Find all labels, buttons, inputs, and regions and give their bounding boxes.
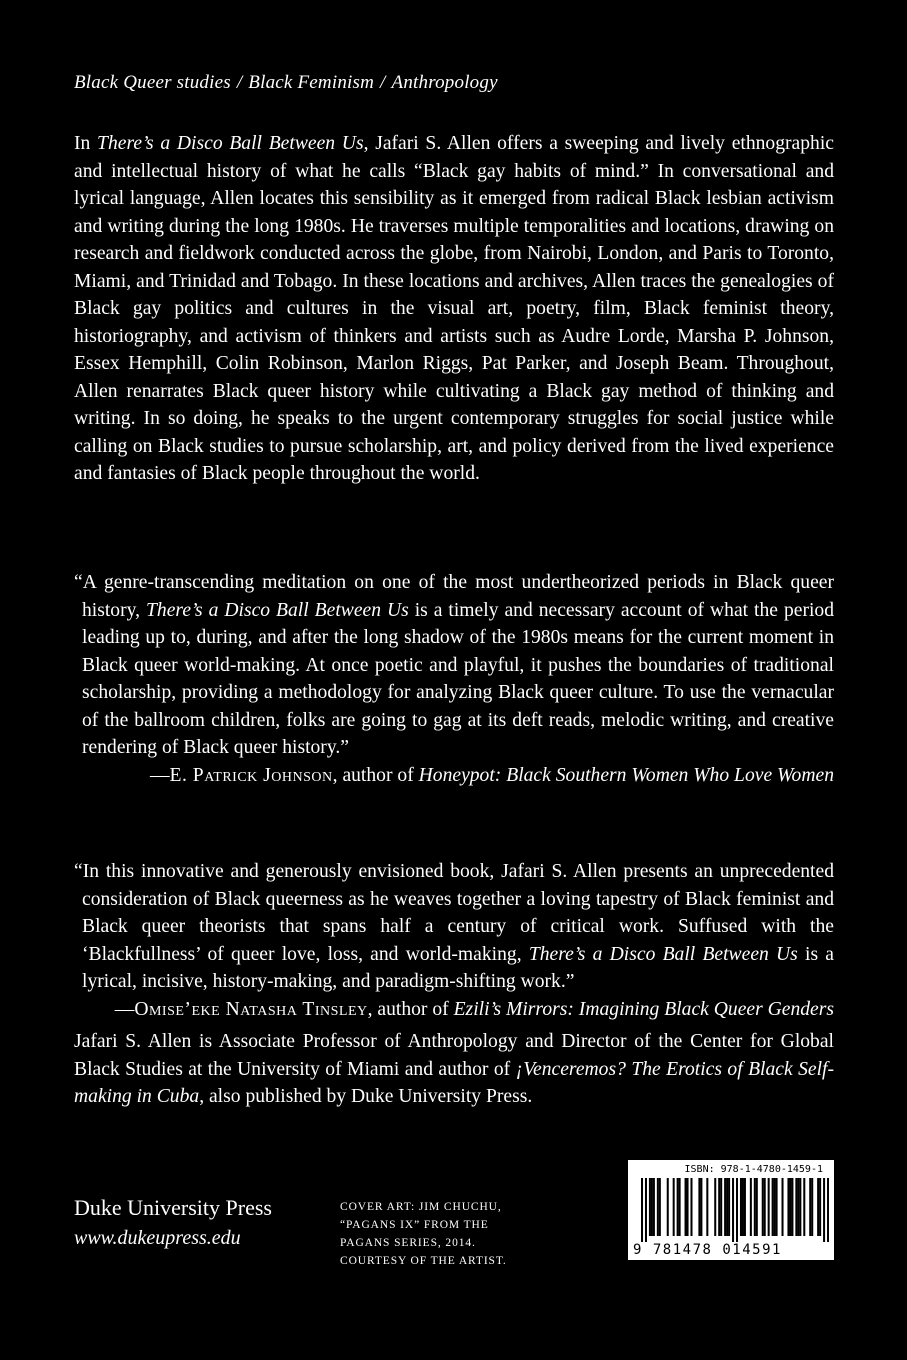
category-separator: / (380, 72, 386, 93)
barcode-bar (799, 1178, 801, 1236)
category-label: Black Feminism (248, 72, 375, 93)
barcode-bar (754, 1178, 756, 1236)
quote-text: is a timely and necessary account of what the period leading up to, during, and after the long shadow of the 1980s means for the current moment in Black queer world-making. At once poetic and playful, it pushes the boundaries of traditional scholarship, providing a methodology for analyzing Black queer culture. To use the vernacular of the ballroom children, folks are going to gag at its deft reads, melodic writing, and creative rendering of Black queer history.” (82, 599, 835, 758)
barcode-bar (732, 1178, 734, 1242)
subject-categories (74, 72, 498, 94)
barcode-bar (673, 1178, 675, 1236)
barcode-bar (720, 1178, 722, 1236)
book-title: There’s a Disco Ball Between Us (528, 943, 798, 965)
quote-attribution: —Omise’eke Natasha Tinsley, author of Ezili’s Mirrors: Imagining Black Queer Genders (114, 998, 834, 1020)
barcode-bar (714, 1178, 716, 1236)
author-book-title: Ezili’s Mirrors: Imagining Black Queer Genders (453, 998, 834, 1020)
barcode-bar (768, 1178, 770, 1236)
publisher-url: www.dukeupress.edu (74, 1227, 241, 1249)
barcode-bar (685, 1178, 687, 1236)
barcode-bar (772, 1178, 774, 1236)
barcode-bar (744, 1178, 746, 1236)
barcode-bar (795, 1178, 797, 1236)
barcode-bar (698, 1178, 700, 1236)
publisher-info (74, 1193, 272, 1253)
praise-quote (74, 858, 834, 1023)
barcode-bar (653, 1178, 655, 1236)
category-label: Anthropology (391, 72, 498, 93)
barcode-bar (811, 1178, 813, 1236)
barcode-bar (659, 1178, 661, 1236)
book-title: There’s a Disco Ball Between Us (146, 599, 409, 621)
barcode-bars (633, 1178, 829, 1242)
barcode-bar (827, 1178, 829, 1242)
barcode-bar (651, 1178, 653, 1236)
barcode-bar (809, 1178, 811, 1236)
bio-text: Jafari S. Allen is Associate Professor of Anthropology and Director of the Center for Global Black Studies at the University of Miami and author of (74, 1031, 834, 1080)
category-label: Black Queer studies (74, 72, 231, 93)
barcode-bar (649, 1178, 651, 1236)
description-body: , Jafari S. Allen offers a sweeping and lively ethnographic and intellectual history of what he calls “Black gay habits of mind.” In conversational and lyrical language, Allen locates this sensibility as it emerged from radical Black lesbian activism and writing during the long 1980s. He traverses multiple temporalities and locations, drawing on research and fieldwork conducted across the globe, from Nairobi, London, and Paris to Toronto, Miami, and Trinidad and Tobago. In these locations and archives, Allen traces the genealogies of Black gay politics and cultures in the visual art, poetry, film, Black feminist theory, historiography, and activism of thinkers and artists such as Audre Lorde, Marsha P. Johnson, Essex Hemphill, Colin Robinson, Marlon Riggs, Pat Parker, and Joseph Beam. Throughout, Allen renarrates Black queer history while cultivating a Black gay method of thinking and writing. In so doing, he speaks to the urgent contemporary struggles for social justice while calling on Black studies to pursue scholarship, art, and policy derived from the lived experience and fantasies of Black people throughout the world. (74, 133, 834, 484)
barcode-bar (677, 1178, 679, 1236)
barcode-bar (774, 1178, 776, 1236)
barcode-bar (764, 1178, 766, 1236)
barcode-bar (817, 1178, 819, 1236)
praise-quote (74, 569, 834, 789)
barcode-bar (687, 1178, 689, 1236)
isbn-label: ISBN: 978-1-4780-1459-1 (684, 1164, 823, 1175)
cover-art-credit: COVER ART: JIM CHUCHU, “PAGANS IX” FROM THE PAGANS SERIES, 2014. COURTESY OF THE ARTIST. (340, 1201, 507, 1267)
barcode-bar (700, 1178, 702, 1236)
barcode-bar (736, 1178, 738, 1242)
barcode-bar (641, 1178, 643, 1242)
barcode-bar (791, 1178, 793, 1236)
book-description (74, 130, 834, 488)
barcode-bar (657, 1178, 659, 1236)
barcode-bar (706, 1178, 708, 1236)
publisher-name: Duke University Press (74, 1195, 272, 1220)
barcode-bar (782, 1178, 784, 1236)
book-title: There’s a Disco Ball Between Us (97, 133, 364, 154)
barcode-bar (750, 1178, 752, 1236)
barcode-bar (726, 1178, 728, 1236)
description-lead: In (74, 133, 98, 154)
barcode-bar (724, 1178, 726, 1236)
quote-author: E. Patrick Johnson (169, 764, 333, 786)
quote-text: “A genre-transcending meditation on one of the most undertheorized periods in Black queer history, (74, 572, 834, 621)
barcode-bar (762, 1178, 764, 1236)
quote-text: is a lyrical, incisive, history-making, and paradigm-shifting work.” (82, 943, 835, 992)
barcode-bar (787, 1178, 789, 1236)
barcode-bar (776, 1178, 778, 1236)
barcode-bar (819, 1178, 821, 1236)
bio-text: , also published by Duke University Press. (199, 1086, 533, 1107)
quote-attribution: —E. Patrick Johnson, author of Honeypot: Black Southern Women Who Love Women (149, 764, 834, 786)
barcode-bar (690, 1178, 692, 1236)
barcode-bar (667, 1178, 669, 1236)
author-book-title: Honeypot: Black Southern Women Who Love Women (418, 764, 834, 786)
category-separator: / (236, 72, 243, 93)
barcode-bar (797, 1178, 799, 1236)
barcode-bar (728, 1178, 730, 1236)
barcode-bar (645, 1178, 647, 1242)
author-prior-book-title: ¡Venceremos? The Erotics of Black Self-making in Cuba (74, 1058, 834, 1107)
barcode-digits: 9 781478 014591 (633, 1242, 782, 1258)
barcode-bar (756, 1178, 758, 1236)
barcode-bar (718, 1178, 720, 1236)
barcode-bar (679, 1178, 681, 1236)
barcode-bar (740, 1178, 742, 1236)
barcode-bar (803, 1178, 805, 1236)
isbn-barcode (628, 1160, 834, 1260)
quote-text: “In this innovative and generously envisioned book, Jafari S. Allen presents an unprecedented consideration of Black queerness as he weaves together a loving tapestry of Black feminist and Black queer theorists that spans half a century of critical work. Suffused with the ‘Blackfullness’ of queer love, loss, and world-making, (74, 861, 834, 965)
barcode-bar (742, 1178, 744, 1236)
barcode-bar (789, 1178, 791, 1236)
barcode-bar (823, 1178, 825, 1242)
quote-author: Omise’eke Natasha Tinsley (134, 998, 368, 1020)
author-bio (74, 1028, 834, 1111)
